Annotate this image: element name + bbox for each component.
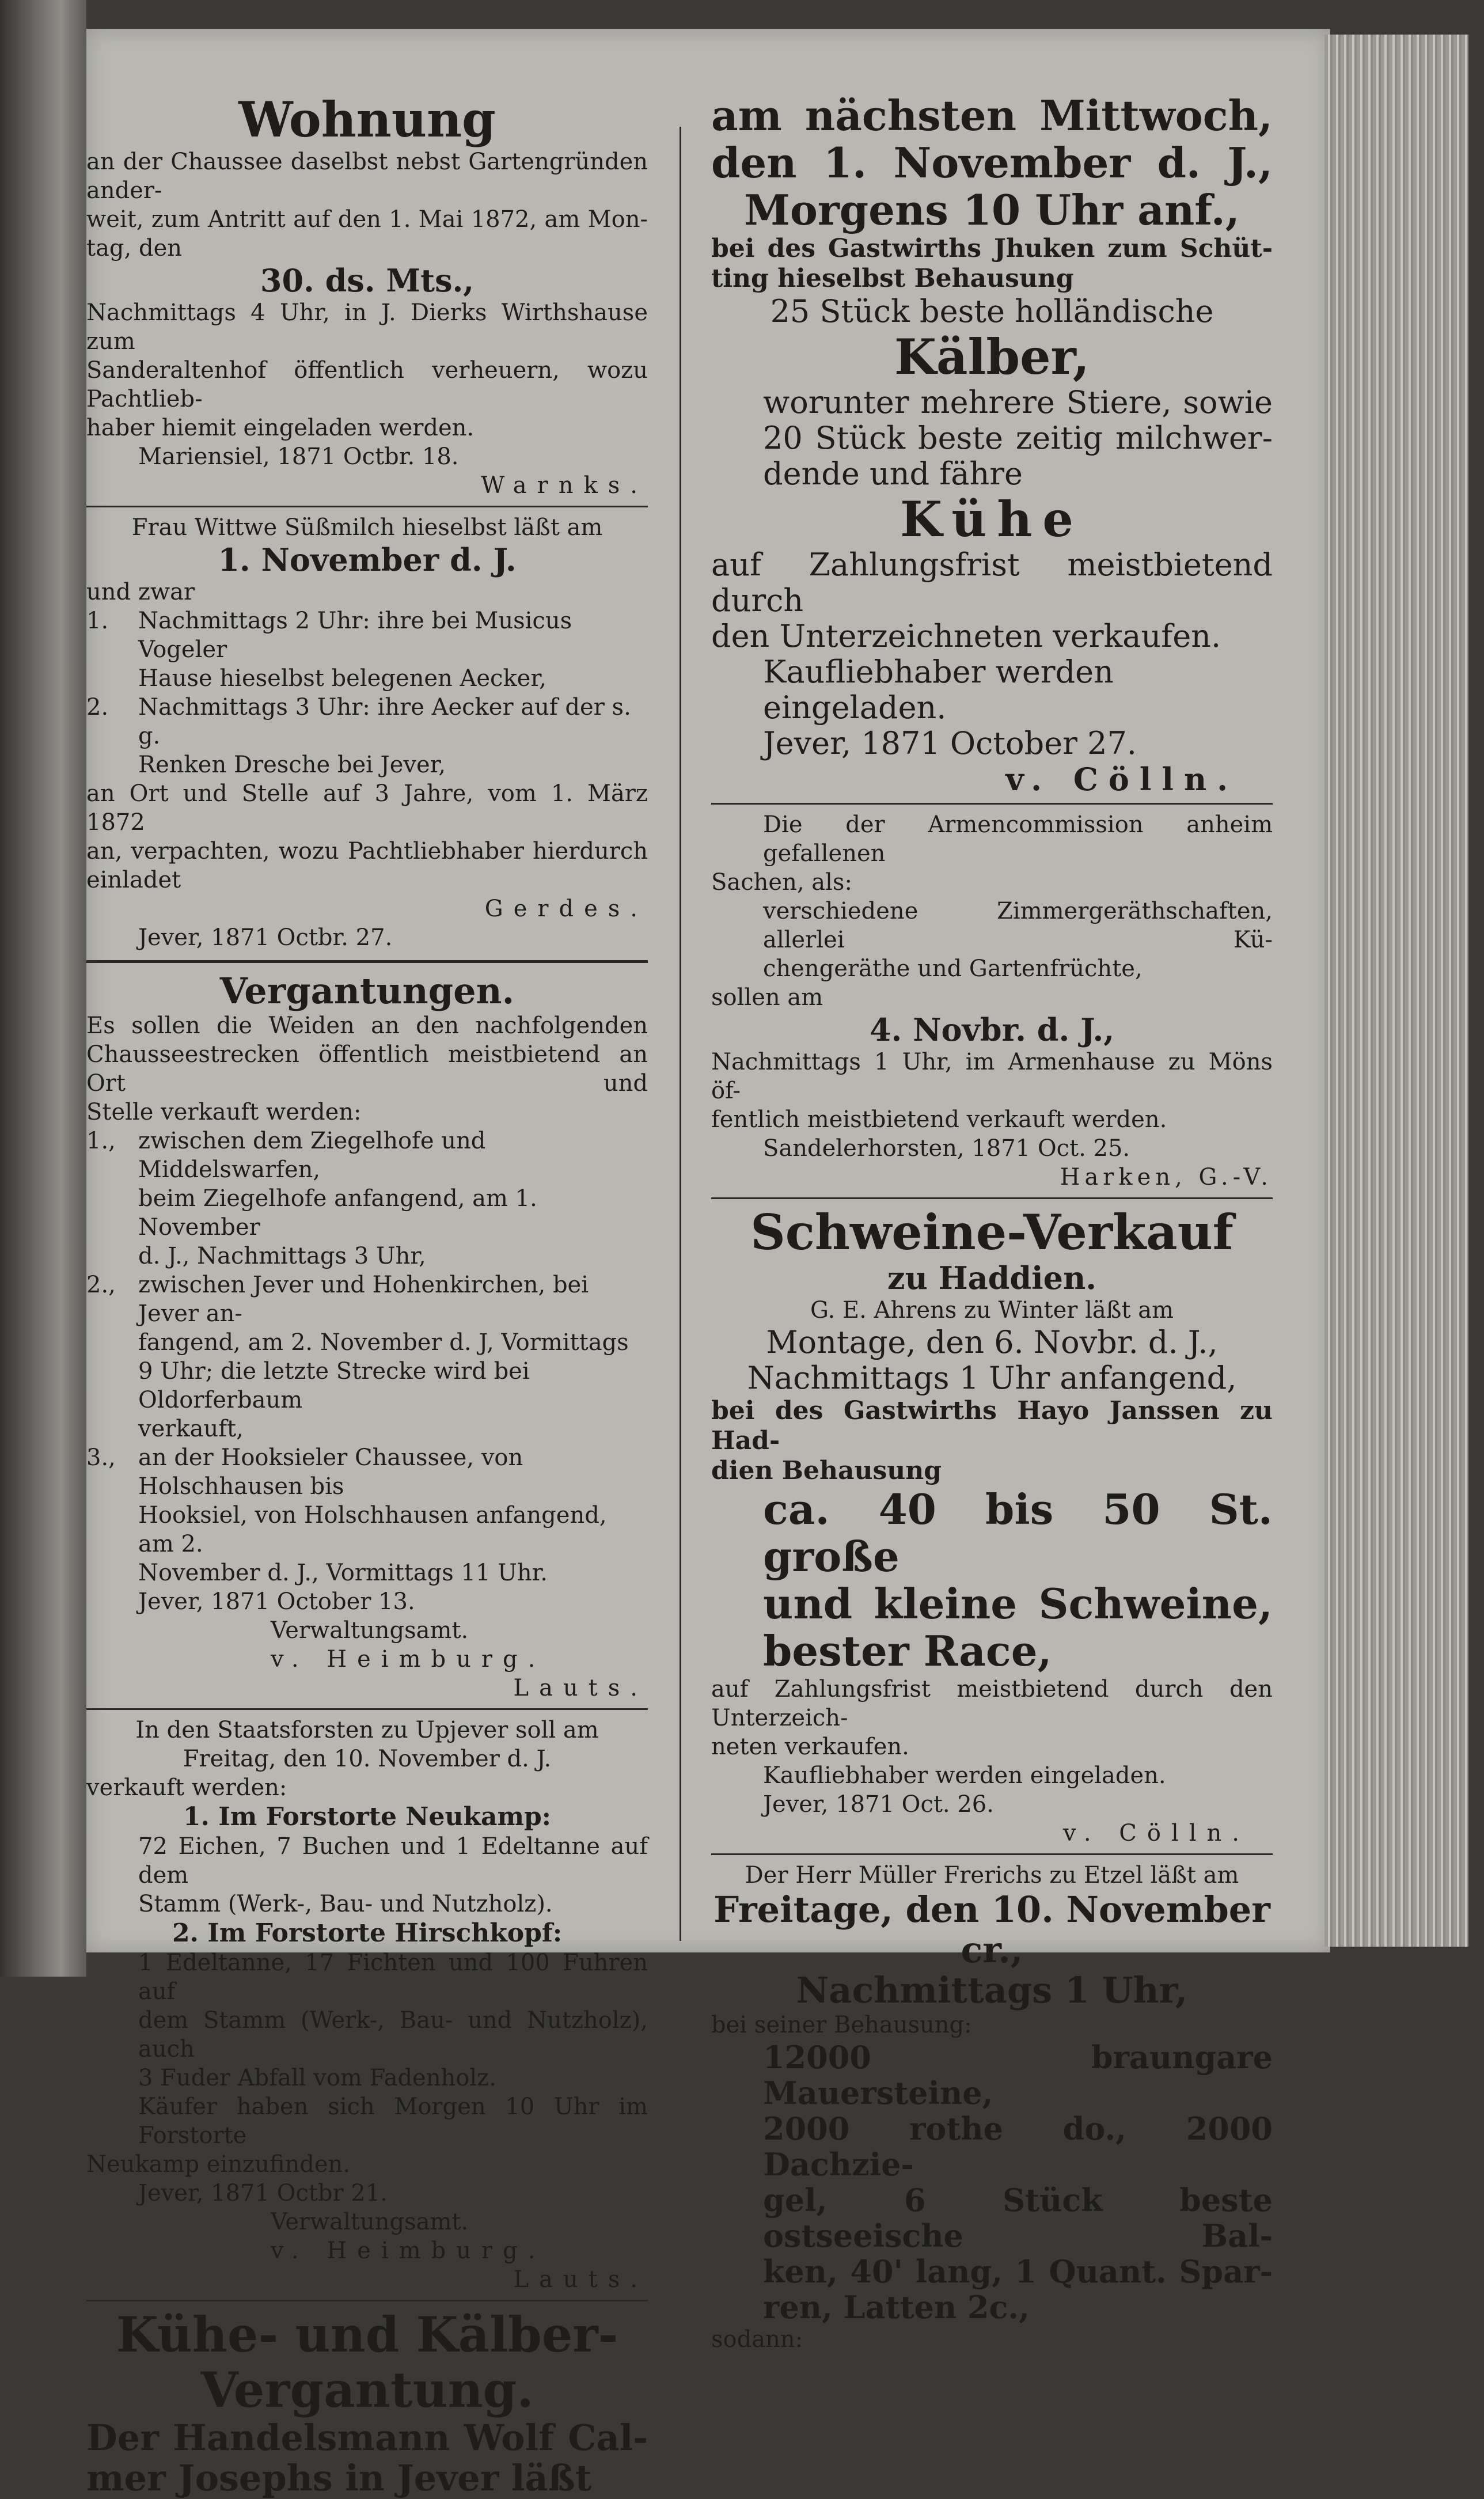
sub-heading: 1. Im Forstorte Neukamp:: [183, 1802, 552, 1831]
text-line: zwischen dem Ziegelhofe und Middelswarfen,: [138, 1128, 486, 1183]
text-line: Chausseestrecken öffentlich meistbietend an Ort und: [86, 1041, 648, 1097]
text-line: ting hieselbst Behausung: [711, 264, 1074, 293]
text-line: Der Handelsmann Wolf Cal-: [86, 2417, 648, 2459]
text-line: und zwar: [86, 579, 195, 605]
text-line: 20 Stück beste zeitig milchwer-: [763, 420, 1273, 456]
text-line: an, verpachten, wozu Pachtliebhaber hierdurch einladet: [86, 838, 648, 893]
ad-heading: Kühe- und Kälber-: [116, 2306, 618, 2363]
text-line: ren, Latten 2c.,: [763, 2289, 1030, 2326]
text-line: Freitage, den 10. November cr.,: [713, 1889, 1270, 1971]
text-line: mer Josephs in Jever läßt: [86, 2457, 592, 2499]
list-item: 1. Nachmittags 2 Uhr: ihre bei Musicus Vogeler: [86, 606, 648, 664]
list-item: [86, 1271, 648, 1328]
divider: [86, 506, 648, 507]
text-line: Stamm (Werk-, Bau- und Nutzholz).: [138, 1891, 553, 1917]
ad-staatsforsten: [86, 1716, 648, 2294]
text-line: auf Zahlungsfrist meistbietend durch den Unterzeich-: [711, 1676, 1273, 1731]
text-line: In den Staatsforsten zu Upjever soll am: [135, 1717, 599, 1743]
ad-suessmilch: [86, 513, 648, 952]
ad-heading: Kälber,: [894, 328, 1090, 385]
text-line: 3 Fuder Abfall vom Fadenholz.: [138, 2065, 496, 2091]
text-line: Nachmittags 3 Uhr: ihre Aecker auf der s. g.: [138, 694, 631, 749]
text-line: bei des Gastwirths Jhuken zum Schüt-: [711, 234, 1273, 263]
text-line: Renken Dresche bei Jever,: [138, 752, 446, 778]
place-date: Jever, 1871 October 13.: [138, 1588, 415, 1615]
ad-frerichs: [711, 1861, 1273, 2354]
text-line: Nachmittags 1 Uhr,: [796, 1969, 1188, 2011]
text-line: 1 Edeltanne, 17 Fichten und 100 Fuhren auf: [138, 1950, 648, 2005]
text-line: dem Stamm (Werk-, Bau- und Nutzholz), auch: [138, 2007, 648, 2062]
text-line: 25 Stück beste holländische: [770, 293, 1214, 329]
ad-date: 30. ds. Mts.,: [260, 262, 475, 299]
text-line: Morgens 10 Uhr anf.,: [744, 185, 1240, 234]
text-line: ca. 40 bis 50 St. große: [763, 1485, 1273, 1581]
text-line: und kleine Schweine,: [763, 1579, 1273, 1628]
text-line: neten verkaufen.: [711, 1734, 909, 1760]
divider: [711, 1853, 1273, 1855]
signature: Warnks.: [481, 472, 648, 499]
text-line: an Ort und Stelle auf 3 Jahre, vom 1. März 1872: [86, 780, 648, 836]
place-date: Jever, 1871 Octbr. 27.: [138, 924, 393, 951]
text-line: bei seiner Behausung:: [711, 2012, 972, 2038]
left-column: [86, 92, 648, 2498]
item-number: 1.,: [86, 1128, 116, 1154]
text-line: 9 Uhr; die letzte Strecke wird bei Oldorferbaum: [138, 1358, 530, 1413]
text-line: Kaufliebhaber werden eingeladen.: [763, 654, 1114, 726]
sub-heading: zu Haddien.: [887, 1260, 1097, 1296]
text-line: bei des Gastwirths Hayo Janssen zu Had-: [711, 1396, 1273, 1455]
right-column: [711, 92, 1273, 2354]
place-date: Jever, 1871 October 27.: [763, 725, 1137, 761]
signature: v. Heimburg.: [271, 2238, 546, 2264]
text-line: an der Chaussee daselbst nebst Gartengründen ander-: [86, 149, 648, 204]
sub-heading: 2. Im Forstorte Hirschkopf:: [172, 1918, 563, 1948]
text-line: d. J., Nachmittags 3 Uhr,: [138, 1243, 426, 1269]
text-line: tag, den: [86, 235, 182, 261]
text-line: Frau Wittwe Süßmilch hieselbst läßt am: [131, 514, 603, 541]
office: Verwaltungsamt.: [271, 2209, 469, 2235]
text-line: fentlich meistbietend verkauft werden.: [711, 1106, 1167, 1133]
text-line: verschiedene Zimmergeräthschaften, allerlei Kü-: [763, 898, 1273, 953]
divider: [711, 803, 1273, 805]
list-item: 2. Nachmittags 3 Uhr: ihre Aecker auf der s. g.: [86, 693, 648, 750]
text-line: an der Hooksieler Chaussee, von Holschhausen bis: [138, 1444, 523, 1500]
text-line: worunter mehrere Stiere, sowie: [763, 384, 1273, 420]
text-line: bester Race,: [763, 1626, 1052, 1675]
item-number: 3.,: [86, 1444, 116, 1471]
book-binding-edge: [0, 0, 86, 1977]
text-line: sodann:: [711, 2326, 803, 2353]
divider: [86, 960, 648, 963]
ad-kuehe-kaelber: [86, 2307, 648, 2498]
place-date: Sandelerhorsten, 1871 Oct. 25.: [763, 1135, 1130, 1162]
text-line: verkauft,: [138, 1416, 244, 1442]
signature: v. Heimburg.: [271, 1646, 546, 1673]
text-line: am nächsten Mittwoch,: [711, 91, 1273, 140]
text-line: Freitag, den 10. November d. J.: [183, 1746, 552, 1772]
text-line: den 1. November d. J.,: [711, 138, 1273, 187]
text-line: Nachmittags 1 Uhr anfangend,: [747, 1360, 1237, 1396]
text-line: dien Behausung: [711, 1456, 942, 1485]
text-line: Sachen, als:: [711, 869, 852, 896]
text-line: Neukamp einzufinden.: [86, 2151, 351, 2178]
text-line: Stelle verkauft werden:: [86, 1099, 362, 1125]
text-line: haber hiemit eingeladen werden.: [86, 415, 475, 441]
text-line: November d. J., Vormittags 11 Uhr.: [138, 1560, 548, 1586]
text-line: 2000 rothe do., 2000 Dachzie-: [763, 2110, 1273, 2183]
ad-wohnung: [86, 92, 648, 500]
office: Verwaltungsamt.: [271, 1617, 469, 1644]
place-date: Jever, 1871 Oct. 26.: [763, 1791, 994, 1818]
text-line: den Unterzeichneten verkaufen.: [711, 618, 1221, 654]
ad-heading: Vergantungen.: [219, 970, 515, 1012]
signature: v. Cölln.: [1062, 1820, 1250, 1846]
ad-armencommission: [711, 810, 1273, 1192]
ad-heading: Schweine-Verkauf: [750, 1204, 1233, 1261]
text-line: zwischen Jever und Hohenkirchen, bei Jever an-: [138, 1272, 589, 1327]
text-line: Hause hieselbst belegenen Aecker,: [138, 665, 546, 692]
place-date: Jever, 1871 Octbr 21.: [138, 2180, 388, 2206]
divider: [86, 2300, 648, 2301]
text-line: gel, 6 Stück beste ostseeische Bal-: [763, 2182, 1273, 2254]
signature: Gerdes.: [484, 896, 648, 922]
place-date: Mariensiel, 1871 Octbr. 18.: [138, 443, 459, 470]
text-line: auf Zahlungsfrist meistbietend durch: [711, 547, 1273, 619]
text-line: Nachmittags 2 Uhr: ihre bei Musicus Vogeler: [138, 608, 572, 663]
text-line: weit, zum Antritt auf den 1. Mai 1872, am Mon-: [86, 206, 648, 233]
text-line: Kaufliebhaber werden eingeladen.: [763, 1762, 1166, 1789]
signature: v. Cölln.: [1005, 761, 1238, 798]
text-line: beim Ziegelhofe anfangend, am 1. November: [138, 1185, 537, 1241]
ad-schweine-verkauf: [711, 1205, 1273, 1848]
text-line: Nachmittags 1 Uhr, im Armenhause zu Möns öf-: [711, 1049, 1273, 1104]
column-divider: [680, 127, 681, 1941]
text-line: verkauft werden:: [86, 1774, 287, 1801]
list-item: [86, 1443, 648, 1501]
text-line: Käufer haben sich Morgen 10 Uhr im Forstorte: [138, 2094, 648, 2149]
signature: Lauts.: [513, 2266, 648, 2293]
ad-auction-kaelber-kuehe: [711, 92, 1273, 797]
text-line: Der Herr Müller Frerichs zu Etzel läßt am: [745, 1862, 1239, 1889]
ad-vergantungen: [86, 971, 648, 1702]
text-line: ken, 40' lang, 1 Quant. Spar-: [763, 2253, 1273, 2290]
text-line: Hooksiel, von Holschhausen anfangend, am 2.: [138, 1502, 607, 1557]
list-item: [86, 1127, 648, 1184]
text-line: G. E. Ahrens zu Winter läßt am: [810, 1297, 1174, 1324]
signature: Harken, G.-V.: [1060, 1164, 1273, 1190]
text-line: 12000 braungare Mauersteine,: [763, 2039, 1273, 2111]
text-line: Sanderaltenhof öffentlich verheuern, wozu Pachtlieb-: [86, 357, 648, 412]
divider: [86, 1708, 648, 1710]
text-line: chengeräthe und Gartenfrüchte,: [763, 955, 1143, 982]
ad-heading: Vergantung.: [200, 2361, 534, 2418]
text-line: dende und fähre: [763, 456, 1023, 492]
ad-heading: Kühe: [900, 491, 1084, 548]
page-stack-edges: [1324, 35, 1468, 1947]
text-line: sollen am: [711, 984, 823, 1011]
signature: Lauts.: [513, 1675, 648, 1701]
item-number: 2.,: [86, 1272, 116, 1298]
ad-date: 1. November d. J.: [218, 541, 517, 578]
text-line: Es sollen die Weiden an den nachfolgenden: [86, 1013, 648, 1039]
divider: [711, 1197, 1273, 1199]
ad-date: 4. Novbr. d. J.,: [869, 1011, 1115, 1048]
text-line: fangend, am 2. November d. J, Vormittags: [138, 1329, 629, 1356]
text-line: 72 Eichen, 7 Buchen und 1 Edeltanne auf dem: [138, 1833, 648, 1889]
text-line: Nachmittags 4 Uhr, in J. Dierks Wirthshause zum: [86, 299, 648, 355]
text-line: Montage, den 6. Novbr. d. J.,: [766, 1324, 1218, 1360]
ad-heading: Wohnung: [238, 91, 496, 148]
text-line: Die der Armencommission anheim gefallenen: [763, 811, 1273, 867]
